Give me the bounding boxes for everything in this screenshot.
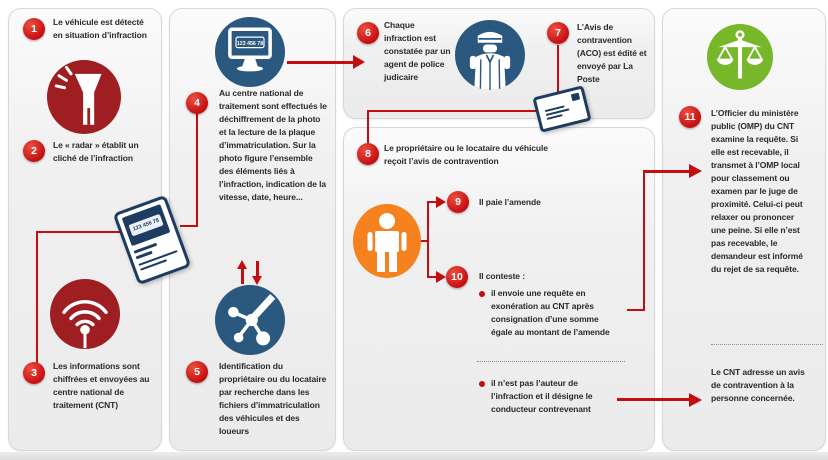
step-8-number: 8: [357, 143, 379, 165]
connector-envelope-to-step8-v: [367, 110, 369, 144]
police-officer-icon: [455, 20, 525, 90]
arrowhead-down-icon: [252, 276, 262, 285]
step-8-text: Le propriétaire ou le locataire du véhicule reçoit l’avis de contravention: [384, 143, 548, 166]
envelope-stamp: [571, 93, 580, 102]
step-7-text: L’Avis de contravention (ACO) est édité et envoyé par La Poste: [577, 22, 647, 84]
arrowhead-step9: [436, 196, 446, 208]
network-nodes-icon: [215, 285, 285, 355]
connector-envelope-to-step8-h: [367, 110, 541, 112]
radar-flash-icon: [47, 60, 121, 134]
connector-card-to-step3-h: [36, 231, 122, 233]
photo-card-picture: [122, 204, 171, 246]
connector-step4-to-card-v: [196, 113, 198, 227]
monitor-icon: [215, 17, 285, 87]
step-4-text: Au centre national de traitement sont effectués le déchiffrement de la photo et la lecture de la plaque d’immatriculation. Sur la photo figure l’ensemble des éléments liés à l’infraction, indication de la vitesse, date, heure...: [219, 88, 327, 202]
step-7-number: 7: [547, 22, 569, 44]
step-5-text: Identification du propriétaire ou du locataire par recherche dans les fichiers d’immatriculation des véhicules et des loueurs: [219, 361, 327, 436]
dotted-separator: [477, 361, 625, 362]
step-11-number: 11: [679, 106, 701, 128]
connector-contest-v: [643, 171, 645, 311]
connector-down-arrow: [256, 261, 259, 277]
step-4-number: 4: [186, 92, 208, 114]
step-11-text: L’Officier du ministère public (OMP) du CNT examine la requête. Si elle est recevable, il transmet à l’OMP local pour classement ou examen par le juge de proximité. Celui-ci peut relaxer ou prononcer une peine. Si elle n’est pas recevable, le demandeur est informé du rejet de sa requête.: [711, 108, 803, 274]
step-10-number: 10: [446, 266, 468, 288]
step-5-number: 5: [186, 361, 208, 383]
step-6-number: 6: [357, 22, 379, 44]
connector-person-bracket: [427, 201, 429, 278]
bullet-dot: [479, 291, 485, 297]
bullet-dot: [479, 381, 485, 387]
contest-option-1-text: il envoie une requête en exonération au CNT après consignation d’une somme égale au montant de l’amende: [491, 288, 610, 337]
license-plate-text: 123 456 78: [129, 214, 164, 237]
connector-contest-to-omp: [643, 170, 689, 173]
dotted-separator: [711, 344, 823, 345]
wifi-transmission-icon: [50, 279, 120, 349]
bottom-strip: [0, 452, 828, 460]
arrowhead-monitor-to-police: [353, 55, 365, 69]
step-10-text: Il conteste :: [479, 271, 525, 281]
step-1-number: 1: [23, 18, 45, 40]
step-9-number: 9: [447, 191, 469, 213]
connector-designation-to-cnt: [617, 398, 689, 401]
connector-monitor-to-police: [287, 61, 353, 64]
monitor-plate-text: 123 456 78: [236, 41, 264, 47]
step-9-text: Il paie l’amende: [479, 197, 541, 207]
justice-scales-icon: [707, 24, 773, 90]
contest-option-2-text: il n’est pas l’auteur de l’infraction et il désigne le conducteur contrevenant: [491, 378, 593, 414]
step-2-number: 2: [23, 140, 45, 162]
connector-step4-to-card-h: [180, 225, 198, 227]
step-1-text: Le véhicule est détecté en situation d’infraction: [53, 17, 147, 40]
step-3-number: 3: [23, 362, 45, 384]
connector-step7-to-envelope: [557, 45, 559, 95]
arrowhead-step10: [436, 271, 446, 283]
step-6-text: Chaque infraction est constatée par un agent de police judicaire: [384, 20, 451, 82]
connector-up-arrow: [241, 268, 244, 284]
arrowhead-contest-to-omp: [689, 164, 702, 178]
person-icon: [353, 204, 421, 278]
cnt-note-text: Le CNT adresse un avis de contravention à la personne concernée.: [711, 367, 805, 403]
step-2-text: Le « radar » établit un cliché de l’infraction: [53, 140, 139, 163]
arrowhead-designation-to-cnt: [689, 393, 702, 407]
step-3-text: Les informations sont chiffrées et envoyées au centre national de traitement (CNT): [53, 361, 150, 410]
connector-card-to-step3-v: [36, 231, 38, 363]
